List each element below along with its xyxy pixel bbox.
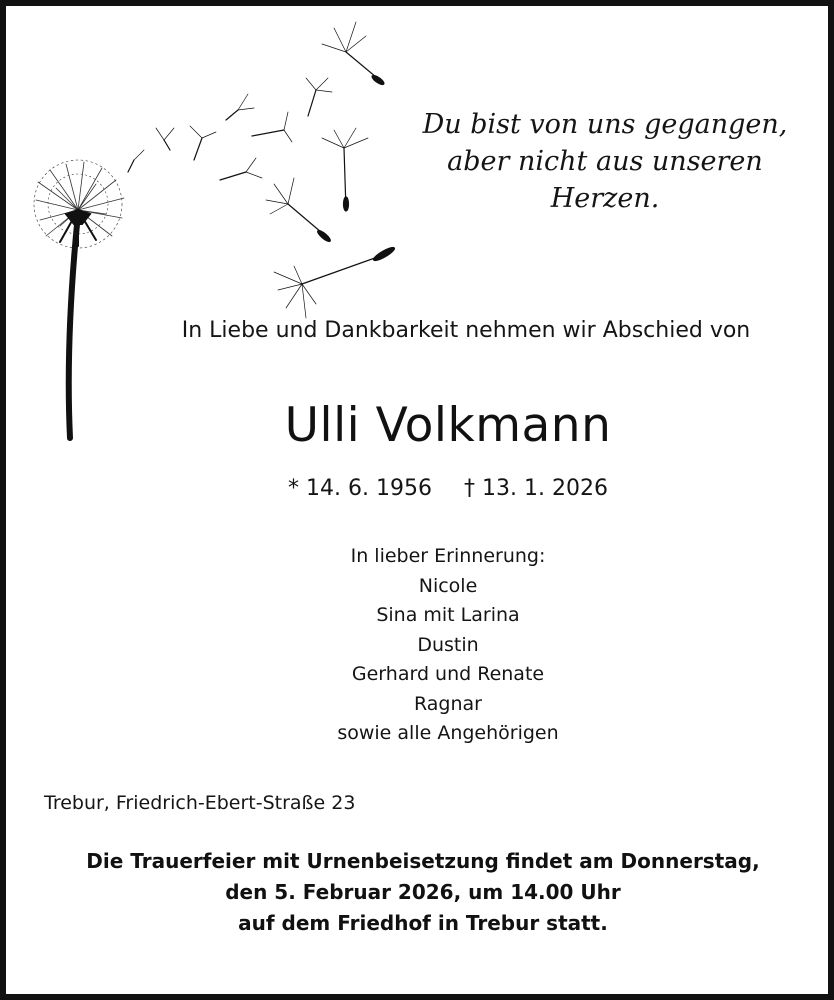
quote-line: Herzen.: [550, 183, 660, 214]
mourner-name: Sina mit Larina: [376, 604, 520, 626]
service-line: den 5. Februar 2026, um 14.00 Uhr: [225, 880, 621, 904]
birth-date: * 14. 6. 1956: [288, 476, 432, 501]
deceased-name: Ulli Volkmann: [284, 398, 612, 453]
mourners-list: [6, 542, 834, 749]
service-line: auf dem Friedhof in Trebur statt.: [238, 911, 608, 935]
farewell-intro: In Liebe und Dankbarkeit nehmen wir Abschied von: [181, 318, 751, 343]
dandelion-icon: [16, 14, 416, 444]
memorial-quote: [418, 106, 792, 217]
family-address: Trebur, Friedrich-Ebert-Straße 23: [44, 792, 356, 814]
mourner-name: Ragnar: [414, 692, 482, 715]
mourners-heading: In lieber Erinnerung:: [350, 545, 546, 567]
mourner-name: Dustin: [417, 633, 479, 656]
life-dates: [6, 476, 834, 501]
quote-line: aber nicht aus unseren: [447, 146, 763, 177]
funeral-service-info: [6, 846, 834, 939]
death-date: † 13. 1. 2026: [464, 476, 608, 501]
mourner-name: Gerhard und Renate: [351, 663, 545, 685]
mourner-name: Nicole: [418, 574, 478, 597]
service-line: Die Trauerfeier mit Urnenbeisetzung findet am Donnerstag,: [86, 849, 760, 873]
quote-line: Du bist von uns gegangen,: [422, 109, 788, 140]
mourner-name: sowie alle Angehörigen: [337, 722, 559, 744]
